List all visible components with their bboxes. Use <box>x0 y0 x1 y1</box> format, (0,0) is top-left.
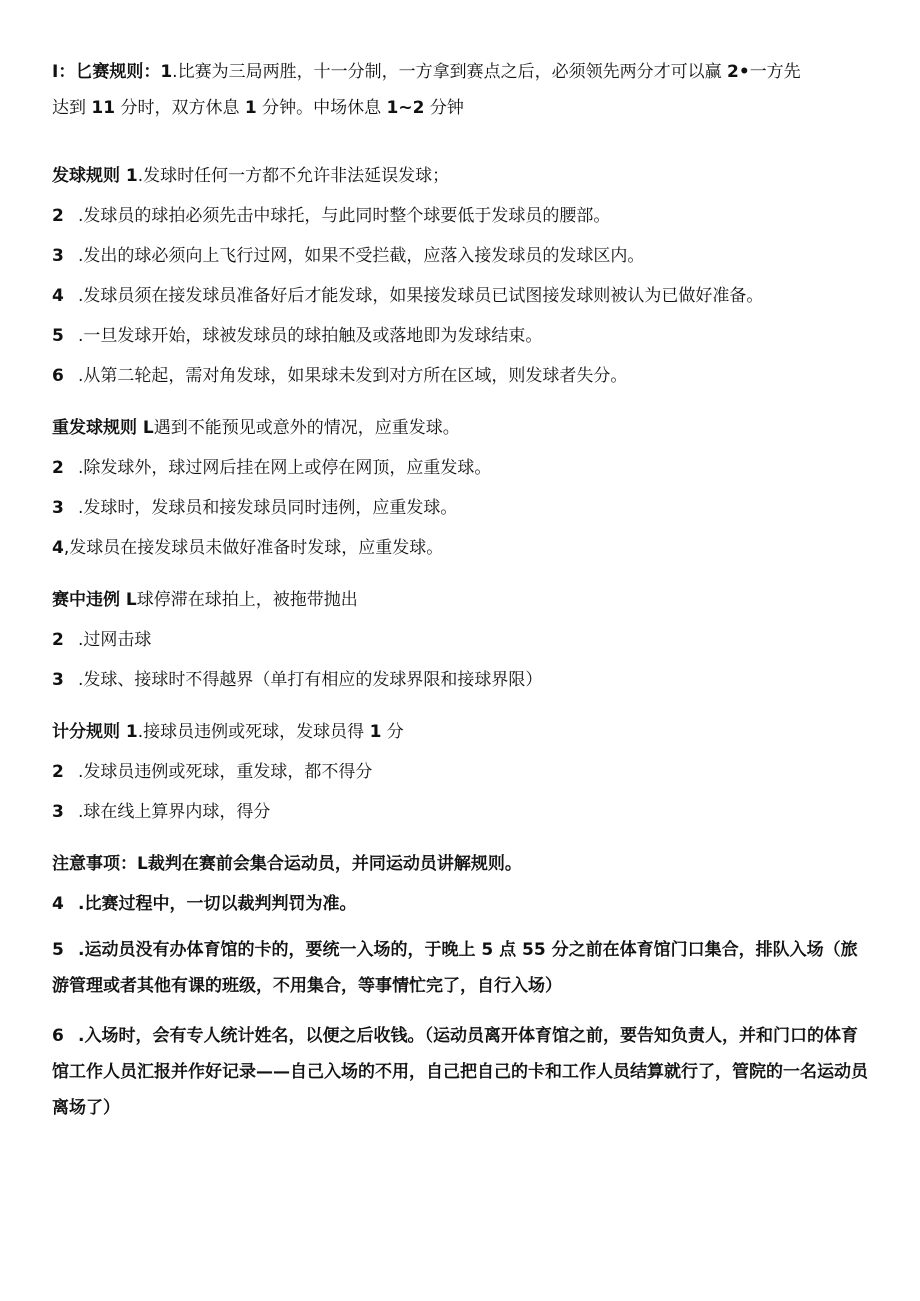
match-rule-text-tail: 一方先 <box>749 62 801 82</box>
match-rule-number-2: 2• <box>726 62 750 82</box>
scoring-rule-text: .球在线上算界内球，得分 <box>78 802 271 822</box>
scoring-rule-text: .接球员违例或死球，发球员得 <box>137 722 370 742</box>
fault-rule-2 <box>52 628 872 652</box>
serve-rule-6 <box>52 364 872 388</box>
note-4 <box>52 892 872 916</box>
match-halftime-minutes: 1~2 <box>386 98 425 118</box>
fault-rule-3 <box>52 668 872 692</box>
scoring-section <box>52 720 872 824</box>
match-rule-number: 1 <box>160 62 173 82</box>
note-text: .比赛过程中，一切以裁判判罚为准。 <box>78 894 357 914</box>
fault-rule-number: 3 <box>52 670 64 690</box>
notes-heading: 注意事项：L <box>52 854 148 874</box>
note-number: 4 <box>52 894 64 914</box>
serve-rule-number: 5 <box>52 326 64 346</box>
match-rules-heading: I：匕赛规则： <box>52 62 161 82</box>
scoring-rule-number: 3 <box>52 802 64 822</box>
reserve-rule-text: .除发球外，球过网后挂在网上或停在网顶，应重发球。 <box>78 458 492 478</box>
scoring-heading: 计分规则 1 <box>52 722 138 742</box>
note-5 <box>52 932 872 1004</box>
match-text-e: 分钟。中场休息 <box>256 98 387 118</box>
fault-rule-number: 2 <box>52 630 64 650</box>
serve-rule-text: .发球员的球拍必须先击中球托，与此同时整个球要低于发球员的腰部。 <box>78 206 611 226</box>
reserve-rule-1 <box>52 416 872 440</box>
scoring-rule-2 <box>52 760 872 784</box>
note-text: 裁判在赛前会集合运动员，并同运动员讲解规则。 <box>147 854 522 874</box>
match-rule-text: .比赛为三局两胜，十一分制，一方拿到赛点之后，必须领先两分才可以赢 <box>172 62 727 82</box>
reserve-rule-text: 遇到不能预见或意外的情况，应重发球。 <box>153 418 460 438</box>
fault-rule-1 <box>52 588 872 612</box>
serve-rule-4 <box>52 284 872 308</box>
notes-section <box>52 852 872 1126</box>
note-number: 6 <box>52 1026 64 1046</box>
reserve-rule-text: ,发球员在接发球员未做好准备时发球，应重发球。 <box>63 538 444 558</box>
scoring-rule-1 <box>52 720 872 744</box>
faults-section <box>52 588 872 692</box>
note-text: .运动员没有办体育馆的卡的，要统一入场的，于晚上 5 点 55 分之前在体育馆门口集合，排队入场（旅游管理或者其他有课的班级，不用集合，等事情忙完了，自行入场） <box>52 940 858 996</box>
note-number: 5 <box>52 940 64 960</box>
serve-rule-text: .发球时任何一方都不允许非法延误发球； <box>137 166 450 186</box>
serve-rule-text: .发出的球必须向上飞行过网，如果不受拦截，应落入接发球员的发球区内。 <box>78 246 645 266</box>
match-text-a: 达到 <box>52 98 92 118</box>
serve-rule-number: 2 <box>52 206 64 226</box>
reserve-rules-section <box>52 416 872 560</box>
serve-rule-text: .发球员须在接发球员准备好后才能发球，如果接发球员已试图接发球则被认为已做好准备。 <box>78 286 764 306</box>
note-6 <box>52 1018 872 1126</box>
serve-rule-5 <box>52 324 872 348</box>
reserve-rule-3 <box>52 496 872 520</box>
reserve-rule-4 <box>52 536 872 560</box>
serve-rule-number: 6 <box>52 366 64 386</box>
faults-heading: 赛中违例 L <box>52 590 137 610</box>
serve-rules-section <box>52 164 872 388</box>
match-text-g: 分钟 <box>424 98 464 118</box>
serve-rule-text: .从第二轮起，需对角发球，如果球未发到对方所在区域，则发球者失分。 <box>78 366 628 386</box>
match-text-c: 分时，双方休息 <box>115 98 245 118</box>
match-points: 11 <box>91 98 116 118</box>
note-text: .入场时，会有专人统计姓名，以便之后收钱。（运动员离开体育馆之前，要告知负责人，并和门口的体育馆工作人员汇报并作好记录——自己入场的不用，自己把自己的卡和工作人员结算就行了，管院的一名运动员离场了） <box>52 1026 868 1118</box>
scoring-rule-unit: 分 <box>381 722 404 742</box>
scoring-rule-text: .发球员违例或死球，重发球，都不得分 <box>78 762 373 782</box>
serve-rule-3 <box>52 244 872 268</box>
serve-rule-number: 3 <box>52 246 64 266</box>
reserve-rules-heading: 重发球规则 L <box>52 418 154 438</box>
fault-rule-text: .过网击球 <box>78 630 152 650</box>
note-1 <box>52 852 872 876</box>
scoring-points: 1 <box>369 722 382 742</box>
match-rules-section <box>52 60 872 120</box>
match-rules-line-2 <box>52 96 872 120</box>
match-rest-minutes: 1 <box>244 98 257 118</box>
serve-rule-2 <box>52 204 872 228</box>
match-rules-line-1 <box>52 60 872 84</box>
reserve-rule-text: .发球时，发球员和接发球员同时违例，应重发球。 <box>78 498 458 518</box>
reserve-rule-2 <box>52 456 872 480</box>
serve-rule-text: .一旦发球开始，球被发球员的球拍触及或落地即为发球结束。 <box>78 326 543 346</box>
scoring-rule-3 <box>52 800 872 824</box>
fault-rule-text: .发球、接球时不得越界（单打有相应的发球界限和接球界限） <box>78 670 543 690</box>
reserve-rule-number: 2 <box>52 458 64 478</box>
document-page <box>52 60 872 1126</box>
reserve-rule-number: 3 <box>52 498 64 518</box>
serve-rule-1 <box>52 164 872 188</box>
serve-rules-heading: 发球规则 1 <box>52 166 138 186</box>
serve-rule-number: 4 <box>52 286 64 306</box>
reserve-rule-number: 4 <box>52 538 64 558</box>
scoring-rule-number: 2 <box>52 762 64 782</box>
fault-rule-text: 球停滞在球拍上，被拖带抛出 <box>136 590 358 610</box>
